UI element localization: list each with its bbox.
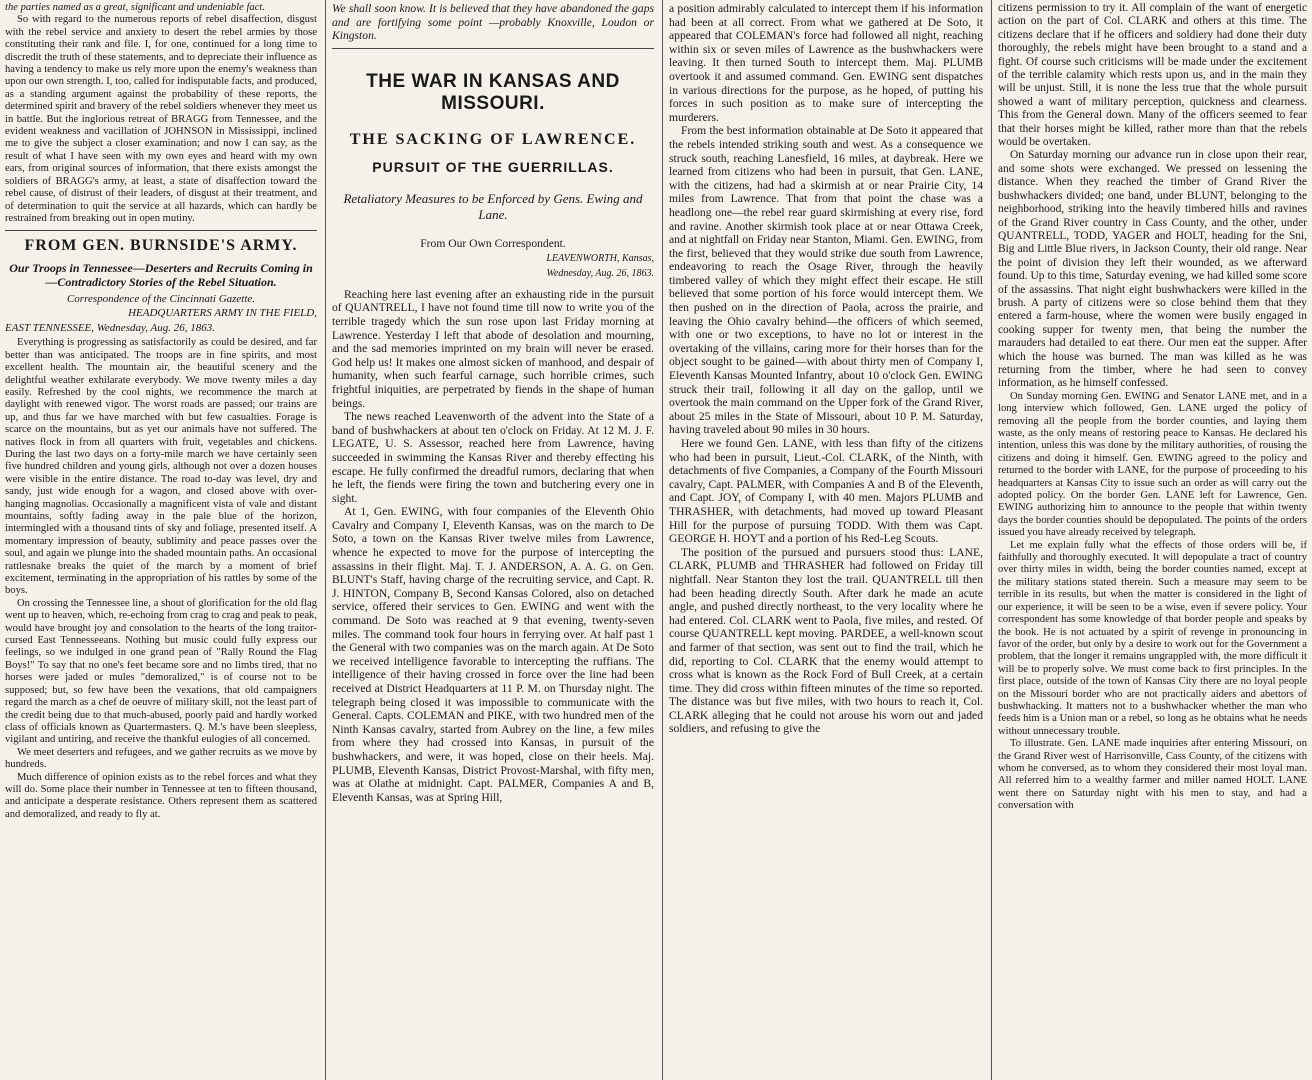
divider bbox=[5, 230, 317, 231]
column-3 bbox=[664, 0, 988, 1080]
column-1 bbox=[0, 0, 322, 1080]
column-rule bbox=[991, 0, 992, 1080]
dateline-line-1: HEADQUARTERS ARMY IN THE FIELD, bbox=[128, 307, 317, 320]
headline-burnside: FROM GEN. BURNSIDE'S ARMY. bbox=[24, 237, 298, 255]
column-4-paragraph: On Saturday morning our advance run in close upon their rear, and some shots were exchanged. We pressed on lessening the distance. When they reached the timber of Grand River the bushwhackers divided; one band, under BLUNT, belonging to the neighborhood, striking into the heavily timbered hills and ravines of the Grand River country in Cass County, and the other, under QUANTRELL, TODD, YAGER and HOLT, heading for the Sni, Big and Little Blue rivers, in Jackson County, their old range. Near the point of division they left their wounded, as we afterward found. Up to this time, Saturday evening, we had killed some score of the assassins. That night eight bushwhackers were killed in the brush. A party of citizens were so close behind them that they entered a farm-house, where the women were busily engaged in cooking supper for twenty men, that being the number the marauders had detailed to eat there. Our men eat the supper. After which the house was burned. The man was killed as he was returning from the timber, where he had seen to convey information, as he himself confessed. bbox=[998, 149, 1307, 390]
column-1-paragraph: We meet deserters and refugees, and we gather recruits as we move by hundreds. bbox=[5, 746, 317, 771]
headline-sacking-of-lawrence: THE SACKING OF LAWRENCE. bbox=[349, 130, 637, 148]
column-4-paragraph: On Sunday morning Gen. EWING and Senator LANE met, and in a long interview which followed, Gen. LANE urged the policy of removing all the people from the border counties, and laying them waste, as the only means of restoring peace to Kansas. He declared his intention, unless this was done by the military authorities, of rousing the citizens and doing it himself. Gen. EWING agreed to the policy and returned to the border with LANE, for the purpose of proceeding to his headquarters at Kansas City to issue such an order as will carry out the adopted policy. On the border Gen. LANE left for Lawrence, Gen. EWING authorizing him to announce to the people that within twenty days the border counties should be depopulated. The points of the orders issued you have already received by telegraph. bbox=[998, 390, 1307, 539]
column-rule bbox=[325, 0, 326, 1080]
column-2-paragraph: Reaching here last evening after an exhausting ride in the pursuit of QUANTRELL, I have not found time till now to write you of the terrible tragedy which the sun rose upon last Friday morning at Lawrence. Yesterday I left that abode of desolation and mourning, and the sad memories imprinted on my brain will never be erased. God help us! It makes one almost sicken of manhood, and despair of humanity, when such fearful carnage, such horrible crimes, such frightful iniquities, are perpetrated by fiends in the shape of human beings. bbox=[332, 287, 654, 410]
column-1-paragraph: On crossing the Tennessee line, a shout of glorification for the old flag went up to heaven, which, re-echoing from crag to crag and peak to peak, would have brought joy and consolation to the hearts of the long traitor-cursed East Tennesseeans. Nothing but music could fully express our feelings, so we indulged in one grand pean of "Rally Round the Flag Boys!" To say that no one's feet became sore and no limbs tired, that no horses were jaded or mules "demoralized," is of course not to be supposed; but, so few have been the vexations, that old campaigners regard the march as a chef de oeuvre of military skill, not the least part of the credit being due to that much-abused, poorly paid and hardly worked class of officials known as Quartermasters. Q. M.'s have been sleepless, vigilant and untiring, and receive the thankful eulogies of all concerned. bbox=[5, 597, 317, 746]
column-rule bbox=[662, 0, 663, 1080]
from-correspondent: From Our Own Correspondent. bbox=[420, 236, 566, 250]
headline-war-kansas-missouri: THE WAR IN KANSAS AND MISSOURI. bbox=[366, 70, 620, 114]
headline-pursuit-of-guerrillas: PURSUIT OF THE GUERRILLAS. bbox=[372, 158, 614, 175]
column-1-top-text: the parties named as a great, significant and undeniable fact. bbox=[5, 2, 266, 13]
column-3-paragraph: Here we found Gen. LANE, with less than fifty of the citizens who had been in pursuit, Lieut.-Col. CLARK, of the Ninth, with detachments of five Companies, a Company of the Fourth Missouri cavalry, Capt. PALMER, with Companies A and B of the Eleventh, and Capt. JOY, of Company I, with 40 men. Majors PLUMB and THRASHER, with detachments, had moved up toward Pleasant Hill for the purpose of pursuing TODD. With them was Capt. GEORGE H. HOYT and a portion of his Red-Leg Scouts. bbox=[669, 437, 983, 546]
divider bbox=[332, 48, 654, 49]
column-1-paragraph: Everything is progressing as satisfactorily as could be desired, and far better than was anticipated. The troops are in fine spirits, and most excellent health. The mountain air, the beautiful scenery and the delightful weather exhilarate everybody. We move twenty miles a day easily. Refreshed by the cool nights, we recommence the march at daylight with renewed vigor. The worst roads are passed; our trains are up, and thus far we have marched with but few casualties. Forage is scarce on the mountains, but as yet our animals have not suffered. The natives flock in from all quarters with fruit, vegetables and chickens. During the last two days on a forty-mile march we have certainly seen five hundred children and young girls, although not over a dozen houses were visible in the entire distance. The road to-day was level, dry and sandy, just wide enough for a wagon, and closed above with over-hanging magnolias. Occasionally a magnificent vista of vale and distant mountains, softly fading away in the pale blue of the horizon, intermingled with a thousand tints of sky and foliage, presented itself. A momentary impression of beauty, sublimity and peace passes over the soul, and again we plunge into the shaded mountain paths. An occasional rattlesnake breaks the quiet of the march by a moment of brief excitement, terminating in the appropriation of his rattles by some of the boys. bbox=[5, 337, 317, 597]
dateline-line-2: Wednesday, Aug. 26, 1863. bbox=[546, 267, 654, 279]
column-2-top-text: We shall soon know. It is believed that they have abandoned the gaps and are fortifying some point —probably Knoxville, Loudon or Kingston. bbox=[332, 2, 654, 43]
subhead-retaliatory-measures: Retaliatory Measures to be Enforced by Gens. Ewing and Lane. bbox=[343, 190, 643, 222]
column-2-paragraph: At 1, Gen. EWING, with four companies of the Eleventh Ohio Cavalry and Company I, Eleventh Kansas, was on the march to De Soto, a town on the Kansas River twelve miles from Lawrence, whence he expected to move for the purpose of intercepting the assassins in their flight. Maj. T. J. ANDERSON, A. A. G. on Gen. BLUNT's Staff, having charge of the recruiting service, and Capt. R. J. HINTON, Company B, Second Kansas Colored, also on detached service, offered their services to Gen. EWING and went with the command. De Soto was reached at 9 that evening, twenty-seven miles. The command took four hours in ferrying over. At half past 1 the General with two companies was on the march again. At De Soto we received intelligence favorable to intercepting the ruffians. The intelligence of their having crossed in force over the line had been received at District Headquarters at 11 P. M. on Thursday night. The telegraph being closed it was impossible to communicate with the General. Capts. COLEMAN and PIKE, with two hundred men of the Ninth Kansas cavalry, started from Aubrey on the line, a few miles from where they had crossed into Kansas, in pursuit of the bushwhackers, and were, it was hoped, close on their heels. Maj. PLUMB, Eleventh Kansas, District Provost-Marshal, with fifty men, was at Olathe at midnight. Capt. PALMER, Companies A and B, Eleventh Kansas, was at Spring Hill, bbox=[332, 505, 654, 804]
dateline-line-2: EAST TENNESSEE, Wednesday, Aug. 26, 1863. bbox=[5, 322, 216, 335]
column-3-paragraph: From the best information obtainable at De Soto it appeared that the rebels intended striking south and west. As a consequence we struck south, reaching Lanesfield, 16 miles, at daybreak. Here we learned from citizens who had been in pursuit, that Gen. LANE, with the citizens, had had a skirmish at or near Prairie City, 14 miles from Lawrence. That from that point the chase was a headlong one—the rebel rear guard skirmishing at every rise, ford and ravine. Another skirmish took place at or near Ottawa Creek, and at nightfall on Friday near Stanton, Miami. Gen. EWING, from the first, believed that they would strike due south from Lawrence, endeavoring to reach the Osage River, through the heavily timbered valley of which they might effect their escape. He still believed that some portion of his force would intercept them. We then pushed on in the direction of Paola, across the prairie, and leaving the Ohio cavalry behind—the officers of which seemed, with one or two exceptions, to have no lot or interest in the overtaking of the villains, caring more for their horses than for the object sought to be gained—with about thirty men of Company I, Eleventh Kansas Mounted Infantry, about 10 o'clock Gen. EWING struck their trail, following it all day on the gallop, until we overtook the main command on the Upper fork of the Grand River, about 25 miles in the State of Missouri, about 10 P. M. Saturday, having traveled about 90 miles in 30 hours. bbox=[669, 124, 983, 437]
correspondence-line: Correspondence of the Cincinnati Gazette. bbox=[66, 293, 256, 306]
column-2-paragraph: The news reached Leavenworth of the advent into the State of a band of bushwhackers at about ten o'clock on Friday. At 12 M. J. F. LEGATE, U. S. Assessor, reached here from Lawrence, having succeeded in swimming the Kansas River and thereby effecting his escape. He fully confirmed the dreadful rumors, declaring that when he left, the fiends were firing the town and butchering every one in sight. bbox=[332, 410, 654, 505]
column-4-paragraph: To illustrate. Gen. LANE made inquiries after entering Missouri, on the Grand River west of Harrisonville, Cass County, of the citizens with whom he conversed, as to whom they considered their most loyal man. All referred him to a wealthy farmer and miller named HOLT. LANE went there on Saturday night with his men to stay, and had a conversation with bbox=[998, 738, 1307, 812]
subhead-burnside: Our Troops in Tennessee—Deserters and Recruits Coming in—Contradictory Stories of the Rebel Situation. bbox=[9, 261, 313, 290]
column-4 bbox=[993, 0, 1312, 1080]
column-1-paragraph: Much difference of opinion exists as to the rebel forces and what they will do. Some place their number in Tennessee at ten to fifteen thousand, and anticipate a desperate resistance. Others represent them as scattered and demoralized, and ready to fly at. bbox=[5, 771, 317, 820]
column-3-paragraph: The position of the pursued and pursuers stood thus: LANE, CLARK, PLUMB and THRASHER had followed on Friday till nightfall. Near Stanton they lost the trail. QUANTRELL till then had been heading directly South. After dark he made an acute angle, and pushed directly northeast, to the very locality where he had entered. Col. CLARK went to Paola, five miles, and rested. Of course QUANTRELL kept moving. PARDEE, a well-known scout and farmer of that section, was sent out to find the trail, which he did, reporting to Col. CLARK that the enemy would attempt to cross what is known as the Rock Ford of Bull Creek, at a certain time. They did cross within fifteen minutes of the time so reported. The distance was but five miles, with two hours to reach it, Col. CLARK alleging that he could not arouse his worn out and jaded soldiers, and refusing to give the bbox=[669, 545, 983, 736]
column-2 bbox=[327, 0, 659, 1080]
column-4-paragraph: Let me explain fully what the effects of those orders will be, if faithfully and thoroughly executed. It will depopulate a tract of country over thirty miles in width, being the border counties named, except at the military stations stated therein. Such a measure may seem to be terrible in its results, but when the matter is considered in the light of our experience, it will be seen to be a wise, even if severe policy. Your correspondent has some knowledge of that border people and speaks by the book. He is not actuated by a spirit of revenge in pronouncing in favor of the order, but only by a desire to work out for the Government a problem, that the longer it remains ungrappled with, the more difficult it will be to properly solve. We must come back to first principles. In the first place, outside of the town of Kansas City there are no loyal people on the Missouri border who are not practically aiders and abettors of bushwhacking. It matters not to a bushwhacker whether the man who feeds him is a Union man or a rebel, so long as he obtains what he needs without unnecessary trouble. bbox=[998, 539, 1307, 737]
column-1-paragraph: So with regard to the numerous reports of rebel disaffection, disgust with the rebel service and anxiety to desert the rebel armies by those constituting their rank and file. I, for one, continued for a long time to discredit the truth of these statements, and to depreciate their influence as having a tendency to make us rely more upon the enemy's weakness than upon our own strength. I, too, called for indisputable facts, and produced, as a standing argument against the probability of these reports, the determined spirit and bravery of the rebel soldiers whenever they meet us in battle. But the inglorious retreat of BRAGG from Tennessee, and the evident weakness and vacillation of JOHNSON in Mississippi, inclined me to give the subject a closer examination; and now I can say, as the result of what I have seen with my own eyes and heard with my own ears, from original sources of information, that there exists amongst the soldiers of BRAGG's army, at least, a state of disaffection toward the rebel cause, of distrust of their leaders, of disgust at their treatment, and of determination to quit the service at all hazards, which can hardly be restrained from breaking out in open mutiny. bbox=[5, 14, 317, 224]
column-3-paragraph: a position admirably calculated to intercept them if his information had been at all correct. From what we gathered at De Soto, it appeared that COLEMAN's force had followed all night, reaching within six or seven miles of Lawrence as the bushwhackers were leaving. It then turned South to intercept them. Maj. PLUMB overtook it and assumed command. Gen. EWING sent dispatches in various directions for the purpose, as he hoped, of putting his forces in such position as to make sure of intercepting the murderers. bbox=[669, 2, 983, 124]
column-4-paragraph: citizens permission to try it. All complain of the want of energetic action on the part of Col. CLARK and others at this time. The citizens declare that if he officers and soldiery had done their duty thoroughly, the rebels might have been brought to a stand and a fight. Of course such criticisms will be made under the excitement of the terrible calamity which rests upon us, and in the main they will be unjust. Still, it is none the less true that the whole pursuit showed a want of military perception, quickness and clearness. This from the General down. Many of the officers seemed to fear that their horses might be killed, rather more than that the rebels would be overtaken. bbox=[998, 2, 1307, 149]
dateline-line-1: LEAVENWORTH, Kansas, bbox=[546, 252, 654, 264]
